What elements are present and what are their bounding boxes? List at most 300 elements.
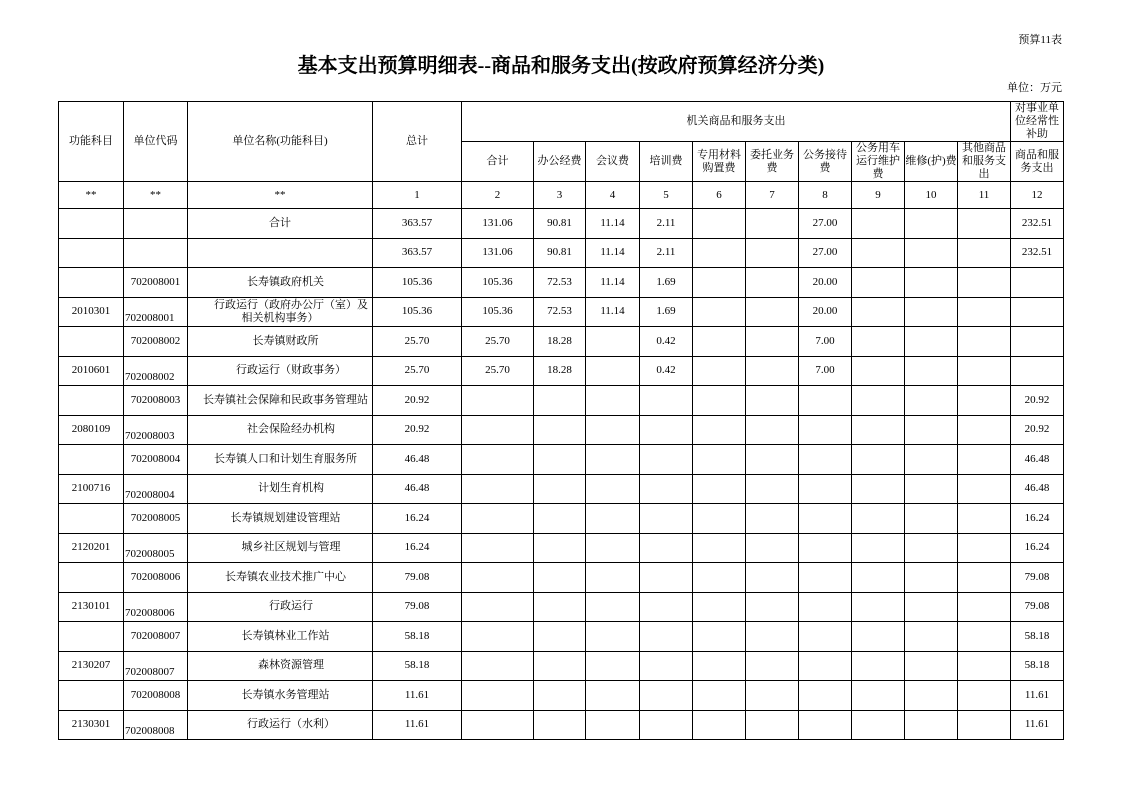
function-subject-cell: 2010601: [59, 356, 124, 386]
unit-name-cell: 长寿镇人口和计划生育服务所: [188, 445, 373, 475]
materials-cell: [693, 415, 746, 445]
reception-cell: 20.00: [799, 297, 852, 327]
training-cell: [640, 563, 693, 593]
unit-name-cell: 社会保险经办机构: [188, 415, 373, 445]
reception-cell: [799, 445, 852, 475]
office-cell: [534, 533, 586, 563]
goods-services-cell: 58.18: [1011, 651, 1064, 681]
function-subject-cell: 2130301: [59, 710, 124, 740]
commissioned-cell: [746, 445, 799, 475]
goods-services-cell: [1011, 356, 1064, 386]
table-row: [59, 445, 1064, 475]
meeting-cell: 11.14: [586, 268, 640, 298]
meeting-cell: 11.14: [586, 297, 640, 327]
other-cell: [958, 209, 1011, 239]
total-cell: 58.18: [373, 622, 462, 652]
vehicle-cell: [852, 681, 905, 711]
commissioned-cell: [746, 592, 799, 622]
other-cell: [958, 592, 1011, 622]
training-cell: [640, 622, 693, 652]
table-row: [59, 592, 1064, 622]
unit-code-cell: 702008008: [124, 681, 188, 711]
office-cell: 72.53: [534, 297, 586, 327]
function-subject-cell: 2130207: [59, 651, 124, 681]
other-cell: [958, 415, 1011, 445]
header-maintenance-expense: 维修(护)费: [905, 142, 958, 182]
header-commissioned-expense: 委托业务费: [746, 142, 799, 182]
column-index-cell: 10: [905, 182, 958, 209]
column-index-cell: **: [124, 182, 188, 209]
goods-services-cell: 16.24: [1011, 533, 1064, 563]
table-row: [59, 651, 1064, 681]
reception-cell: [799, 622, 852, 652]
office-cell: [534, 474, 586, 504]
vehicle-cell: [852, 445, 905, 475]
materials-cell: [693, 386, 746, 416]
goods-services-cell: 79.08: [1011, 563, 1064, 593]
header-goods-services-expense: 商品和服务支出: [1011, 142, 1064, 182]
page-title: 基本支出预算明细表--商品和服务支出(按政府预算经济分类): [297, 55, 825, 77]
header-office-expense: 办公经费: [534, 142, 586, 182]
training-cell: [640, 474, 693, 504]
vehicle-cell: [852, 356, 905, 386]
materials-cell: [693, 209, 746, 239]
header-function-subject: 功能科目: [59, 102, 124, 182]
unit-code-cell: 702008004: [124, 445, 188, 475]
vehicle-cell: [852, 327, 905, 357]
meeting-cell: [586, 445, 640, 475]
maintenance-cell: [905, 504, 958, 534]
budget-table: [58, 101, 1064, 740]
reception-cell: 7.00: [799, 327, 852, 357]
unit-name-cell: 计划生育机构: [188, 474, 373, 504]
vehicle-cell: [852, 563, 905, 593]
maintenance-cell: [905, 445, 958, 475]
unit-name-cell: 合计: [188, 209, 373, 239]
commissioned-cell: [746, 681, 799, 711]
reception-cell: [799, 386, 852, 416]
other-cell: [958, 504, 1011, 534]
total-cell: 16.24: [373, 504, 462, 534]
training-cell: [640, 710, 693, 740]
subtotal-cell: [462, 592, 534, 622]
subtotal-cell: [462, 415, 534, 445]
subtotal-cell: [462, 445, 534, 475]
total-cell: 79.08: [373, 592, 462, 622]
unit-code-cell: 702008007: [124, 651, 188, 681]
maintenance-cell: [905, 297, 958, 327]
meeting-cell: [586, 622, 640, 652]
unit-name-cell: 长寿镇农业技术推广中心: [188, 563, 373, 593]
reception-cell: [799, 651, 852, 681]
subtotal-cell: 25.70: [462, 356, 534, 386]
goods-services-cell: 46.48: [1011, 474, 1064, 504]
office-cell: [534, 504, 586, 534]
reception-cell: [799, 681, 852, 711]
subtotal-cell: [462, 533, 534, 563]
function-subject-cell: [59, 504, 124, 534]
unit-name-cell: 长寿镇林业工作站: [188, 622, 373, 652]
unit-code-cell: 702008005: [124, 533, 188, 563]
subtotal-cell: [462, 651, 534, 681]
header-reception-expense: 公务接待费: [799, 142, 852, 182]
commissioned-cell: [746, 268, 799, 298]
header-training-expense: 培训费: [640, 142, 693, 182]
office-cell: [534, 681, 586, 711]
goods-services-cell: 11.61: [1011, 681, 1064, 711]
unit-name-cell: 行政运行（水利）: [188, 710, 373, 740]
other-cell: [958, 651, 1011, 681]
table-row: [59, 533, 1064, 563]
unit-name-cell: 长寿镇规划建设管理站: [188, 504, 373, 534]
maintenance-cell: [905, 238, 958, 268]
column-index-cell: 8: [799, 182, 852, 209]
office-cell: 90.81: [534, 238, 586, 268]
unit-code-cell: 702008001: [124, 268, 188, 298]
goods-services-cell: 20.92: [1011, 386, 1064, 416]
unit-name-cell: 行政运行（政府办公厅（室）及相关机构事务）: [188, 297, 373, 327]
meeting-cell: [586, 533, 640, 563]
table-row: [59, 504, 1064, 534]
column-index-cell: 5: [640, 182, 693, 209]
header-materials-expense: 专用材料购置费: [693, 142, 746, 182]
subtotal-cell: 105.36: [462, 297, 534, 327]
maintenance-cell: [905, 386, 958, 416]
unit-code-cell: 702008004: [124, 474, 188, 504]
materials-cell: [693, 710, 746, 740]
header-subtotal: 合计: [462, 142, 534, 182]
subtotal-cell: [462, 474, 534, 504]
commissioned-cell: [746, 622, 799, 652]
table-row: [59, 415, 1064, 445]
reception-cell: [799, 563, 852, 593]
vehicle-cell: [852, 622, 905, 652]
meeting-cell: [586, 592, 640, 622]
other-cell: [958, 533, 1011, 563]
total-cell: 11.61: [373, 710, 462, 740]
subtotal-cell: 131.06: [462, 209, 534, 239]
materials-cell: [693, 445, 746, 475]
office-cell: [534, 710, 586, 740]
table-row: [59, 386, 1064, 416]
unit-code-cell: 702008001: [124, 297, 188, 327]
office-cell: 18.28: [534, 356, 586, 386]
reception-cell: 27.00: [799, 209, 852, 239]
materials-cell: [693, 533, 746, 563]
column-index-cell: 4: [586, 182, 640, 209]
unit-code-cell: 702008008: [124, 710, 188, 740]
other-cell: [958, 356, 1011, 386]
table-row: [59, 681, 1064, 711]
vehicle-cell: [852, 504, 905, 534]
unit-name-cell: 行政运行: [188, 592, 373, 622]
maintenance-cell: [905, 563, 958, 593]
vehicle-cell: [852, 592, 905, 622]
maintenance-cell: [905, 592, 958, 622]
table-row: [59, 356, 1064, 386]
office-cell: [534, 386, 586, 416]
maintenance-cell: [905, 651, 958, 681]
header-unit-code: 单位代码: [124, 102, 188, 182]
total-cell: 105.36: [373, 297, 462, 327]
maintenance-cell: [905, 415, 958, 445]
goods-services-cell: [1011, 268, 1064, 298]
other-cell: [958, 386, 1011, 416]
materials-cell: [693, 474, 746, 504]
training-cell: [640, 445, 693, 475]
other-cell: [958, 681, 1011, 711]
goods-services-cell: 58.18: [1011, 622, 1064, 652]
commissioned-cell: [746, 386, 799, 416]
goods-services-cell: 232.51: [1011, 238, 1064, 268]
maintenance-cell: [905, 681, 958, 711]
reception-cell: 27.00: [799, 238, 852, 268]
total-cell: 11.61: [373, 681, 462, 711]
materials-cell: [693, 622, 746, 652]
total-cell: 16.24: [373, 533, 462, 563]
meeting-cell: [586, 504, 640, 534]
unit-name-cell: [188, 238, 373, 268]
column-index-cell: 6: [693, 182, 746, 209]
total-cell: 105.36: [373, 268, 462, 298]
header-agency-goods-services-group: 机关商品和服务支出: [462, 102, 1011, 142]
table-row: [59, 268, 1064, 298]
materials-cell: [693, 504, 746, 534]
other-cell: [958, 445, 1011, 475]
maintenance-cell: [905, 356, 958, 386]
table-row: [59, 474, 1064, 504]
goods-services-cell: [1011, 327, 1064, 357]
vehicle-cell: [852, 415, 905, 445]
column-index-row: [59, 182, 1064, 209]
training-cell: [640, 681, 693, 711]
meeting-cell: [586, 710, 640, 740]
subtotal-cell: [462, 622, 534, 652]
header-vehicle-expense: 公务用车运行维护费: [852, 142, 905, 182]
office-cell: [534, 592, 586, 622]
materials-cell: [693, 297, 746, 327]
materials-cell: [693, 563, 746, 593]
column-index-cell: 7: [746, 182, 799, 209]
materials-cell: [693, 327, 746, 357]
unit-code-cell: 702008002: [124, 327, 188, 357]
training-cell: 1.69: [640, 268, 693, 298]
training-cell: 2.11: [640, 238, 693, 268]
table-body: [59, 209, 1064, 740]
reception-cell: [799, 592, 852, 622]
unit-code-cell: 702008003: [124, 415, 188, 445]
function-subject-cell: [59, 681, 124, 711]
column-index-cell: 9: [852, 182, 905, 209]
meeting-cell: [586, 563, 640, 593]
function-subject-cell: 2130101: [59, 592, 124, 622]
header-other-expense: 其他商品和服务支出: [958, 142, 1011, 182]
subtotal-cell: 131.06: [462, 238, 534, 268]
meeting-cell: [586, 356, 640, 386]
maintenance-cell: [905, 268, 958, 298]
unit-name-cell: 长寿镇社会保障和民政事务管理站: [188, 386, 373, 416]
other-cell: [958, 297, 1011, 327]
commissioned-cell: [746, 474, 799, 504]
subtotal-cell: [462, 681, 534, 711]
function-subject-cell: [59, 238, 124, 268]
commissioned-cell: [746, 563, 799, 593]
total-cell: 363.57: [373, 209, 462, 239]
unit-code-cell: 702008006: [124, 563, 188, 593]
unit-name-cell: 长寿镇水务管理站: [188, 681, 373, 711]
meeting-cell: [586, 327, 640, 357]
training-cell: 2.11: [640, 209, 693, 239]
subtotal-cell: [462, 386, 534, 416]
table-row: [59, 209, 1064, 239]
commissioned-cell: [746, 327, 799, 357]
vehicle-cell: [852, 268, 905, 298]
commissioned-cell: [746, 297, 799, 327]
function-subject-cell: 2120201: [59, 533, 124, 563]
vehicle-cell: [852, 651, 905, 681]
other-cell: [958, 327, 1011, 357]
training-cell: [640, 533, 693, 563]
goods-services-cell: 232.51: [1011, 209, 1064, 239]
reception-cell: [799, 415, 852, 445]
header-row-groups: [59, 102, 1064, 142]
table-row: [59, 710, 1064, 740]
header-total: 总计: [373, 102, 462, 182]
function-subject-cell: [59, 563, 124, 593]
column-index-cell: 2: [462, 182, 534, 209]
maintenance-cell: [905, 622, 958, 652]
function-subject-cell: [59, 209, 124, 239]
table-header: [59, 102, 1064, 209]
total-cell: 25.70: [373, 327, 462, 357]
training-cell: [640, 504, 693, 534]
materials-cell: [693, 238, 746, 268]
function-subject-cell: [59, 622, 124, 652]
commissioned-cell: [746, 533, 799, 563]
office-cell: [534, 445, 586, 475]
unit-code-cell: 702008007: [124, 622, 188, 652]
reception-cell: 7.00: [799, 356, 852, 386]
unit-name-cell: 行政运行（财政事务）: [188, 356, 373, 386]
training-cell: [640, 592, 693, 622]
unit-code-cell: 702008002: [124, 356, 188, 386]
total-cell: 363.57: [373, 238, 462, 268]
vehicle-cell: [852, 238, 905, 268]
form-number: 预算11表: [1018, 34, 1062, 46]
function-subject-cell: [59, 268, 124, 298]
other-cell: [958, 622, 1011, 652]
meeting-cell: [586, 651, 640, 681]
training-cell: 0.42: [640, 356, 693, 386]
meeting-cell: [586, 681, 640, 711]
goods-services-cell: 46.48: [1011, 445, 1064, 475]
office-cell: [534, 622, 586, 652]
reception-cell: [799, 710, 852, 740]
materials-cell: [693, 651, 746, 681]
subtotal-cell: [462, 710, 534, 740]
total-cell: 46.48: [373, 445, 462, 475]
goods-services-cell: [1011, 297, 1064, 327]
vehicle-cell: [852, 386, 905, 416]
goods-services-cell: 16.24: [1011, 504, 1064, 534]
column-index-cell: 11: [958, 182, 1011, 209]
materials-cell: [693, 268, 746, 298]
meeting-cell: [586, 415, 640, 445]
training-cell: 0.42: [640, 327, 693, 357]
table-row: [59, 327, 1064, 357]
reception-cell: [799, 504, 852, 534]
function-subject-cell: [59, 327, 124, 357]
table-row: [59, 622, 1064, 652]
reception-cell: [799, 474, 852, 504]
table-row: [59, 563, 1064, 593]
maintenance-cell: [905, 533, 958, 563]
unit-code-cell: 702008005: [124, 504, 188, 534]
total-cell: 46.48: [373, 474, 462, 504]
other-cell: [958, 710, 1011, 740]
other-cell: [958, 238, 1011, 268]
materials-cell: [693, 681, 746, 711]
total-cell: 25.70: [373, 356, 462, 386]
meeting-cell: 11.14: [586, 209, 640, 239]
function-subject-cell: 2010301: [59, 297, 124, 327]
header-institution-subsidy-group: 对事业单位经常性补助: [1011, 102, 1064, 142]
office-cell: 72.53: [534, 268, 586, 298]
goods-services-cell: 79.08: [1011, 592, 1064, 622]
vehicle-cell: [852, 710, 905, 740]
unit-code-cell: 702008003: [124, 386, 188, 416]
reception-cell: [799, 533, 852, 563]
unit-name-cell: 长寿镇财政所: [188, 327, 373, 357]
commissioned-cell: [746, 415, 799, 445]
unit-name-cell: 森林资源管理: [188, 651, 373, 681]
training-cell: [640, 386, 693, 416]
training-cell: [640, 651, 693, 681]
unit-label: 单位：万元: [1007, 82, 1062, 94]
total-cell: 20.92: [373, 415, 462, 445]
function-subject-cell: 2100716: [59, 474, 124, 504]
total-cell: 58.18: [373, 651, 462, 681]
goods-services-cell: 11.61: [1011, 710, 1064, 740]
header-meeting-expense: 会议费: [586, 142, 640, 182]
maintenance-cell: [905, 474, 958, 504]
column-index-cell: **: [59, 182, 124, 209]
unit-code-cell: [124, 238, 188, 268]
vehicle-cell: [852, 533, 905, 563]
unit-code-cell: 702008006: [124, 592, 188, 622]
maintenance-cell: [905, 327, 958, 357]
commissioned-cell: [746, 238, 799, 268]
maintenance-cell: [905, 209, 958, 239]
unit-name-cell: 城乡社区规划与管理: [188, 533, 373, 563]
total-cell: 79.08: [373, 563, 462, 593]
function-subject-cell: [59, 386, 124, 416]
commissioned-cell: [746, 504, 799, 534]
subtotal-cell: [462, 563, 534, 593]
other-cell: [958, 268, 1011, 298]
column-index-cell: 1: [373, 182, 462, 209]
column-index-cell: 12: [1011, 182, 1064, 209]
other-cell: [958, 563, 1011, 593]
commissioned-cell: [746, 651, 799, 681]
meeting-cell: [586, 386, 640, 416]
office-cell: 18.28: [534, 327, 586, 357]
table-row: [59, 238, 1064, 268]
office-cell: 90.81: [534, 209, 586, 239]
vehicle-cell: [852, 474, 905, 504]
unit-code-cell: [124, 209, 188, 239]
unit-name-cell: 长寿镇政府机关: [188, 268, 373, 298]
